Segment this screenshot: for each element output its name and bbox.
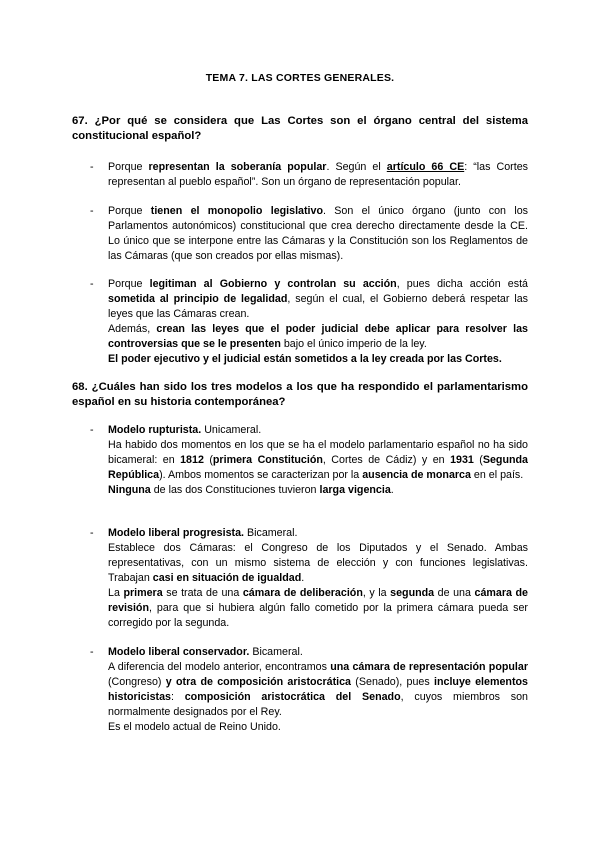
paragraph: Modelo liberal conservador. Bicameral. — [108, 646, 303, 658]
bullet-dash: - — [90, 527, 94, 539]
bullet-dash: - — [90, 424, 94, 436]
paragraph: Porque tienen el monopolio legislativo. Son el único órgano (junto con los Parlamentos autonómicos) constitucional que crea derecho directamente desde la CE. Lo único que se interpone entre las Cámaras y la Constitución son los Reglamentos de las Cámaras (que son creados por ellas mismas). — [108, 205, 528, 262]
item-text — [108, 160, 528, 190]
question-68-heading: 68. ¿Cuáles han sido los tres modelos a los que ha respondido el parlamentarismo español en su historia contemporánea? — [72, 381, 528, 408]
paragraph: Porque legitiman al Gobierno y controlan su acción, pues dicha acción está sometida al principio de legalidad, según el cual, el Gobierno deberá respetar las leyes que las Cámaras crean. — [108, 278, 529, 320]
item-text — [108, 277, 528, 367]
item-text — [108, 645, 528, 735]
paragraph: A diferencia del modelo anterior, encontramos una cámara de representación popular (Congreso) y otra de composición aristocrática (Senado), pues incluye elementos historicistas: composición aristocrática del Senado, cuyos miembros son normalmente designados por el Rey. — [108, 661, 528, 718]
paragraph: Ninguna de las dos Constituciones tuvieron larga vigencia. — [108, 484, 394, 496]
paragraph: Modelo liberal progresista. Bicameral. — [108, 527, 298, 539]
page-title: TEMA 7. LAS CORTES GENERALES. — [205, 72, 395, 84]
paragraph: La primera se trata de una cámara de deliberación, y la segunda de una cámara de revisión, para que si hubiera algún fallo cometido por la primera cámara pueda ser corregido por la segunda. — [108, 587, 528, 629]
paragraph: Porque representan la soberanía popular. Según el artículo 66 CE: “las Cortes representan al pueblo español”. Son un órgano de representación popular. — [108, 161, 528, 188]
bullet-dash: - — [90, 278, 94, 290]
bullet-dash: - — [90, 646, 94, 658]
item-text — [108, 526, 528, 631]
paragraph: Ha habido dos momentos en los que se ha el modelo parlamentario español no ha sido bicameral: en 1812 (primera Constitución, Cortes de Cádiz) y en 1931 (Segunda República). Ambos momentos se caracterizan por la ausencia de monarca en el país. — [108, 439, 528, 481]
paragraph: Establece dos Cámaras: el Congreso de los Diputados y el Senado. Ambas representativas, con un mismo sistema de elección y con funciones legislativas. Trabajan casi en situación de igualdad. — [108, 542, 528, 584]
paragraph: Modelo rupturista. Unicameral. — [108, 424, 262, 436]
article-reference: artículo 66 CE — [386, 161, 465, 173]
item-text — [108, 204, 528, 264]
bullet-dash: - — [90, 205, 94, 217]
item-text — [108, 423, 528, 498]
paragraph: Es el modelo actual de Reino Unido. — [108, 721, 281, 733]
paragraph: El poder ejecutivo y el judicial están sometidos a la ley creada por las Cortes. — [108, 353, 502, 365]
question-67-heading: 67. ¿Por qué se considera que Las Cortes son el órgano central del sistema constitucional español? — [72, 115, 528, 142]
bullet-dash: - — [90, 161, 94, 173]
paragraph: Además, crean las leyes que el poder judicial debe aplicar para resolver las controversias que se le presenten bajo el único imperio de la ley. — [108, 323, 528, 350]
